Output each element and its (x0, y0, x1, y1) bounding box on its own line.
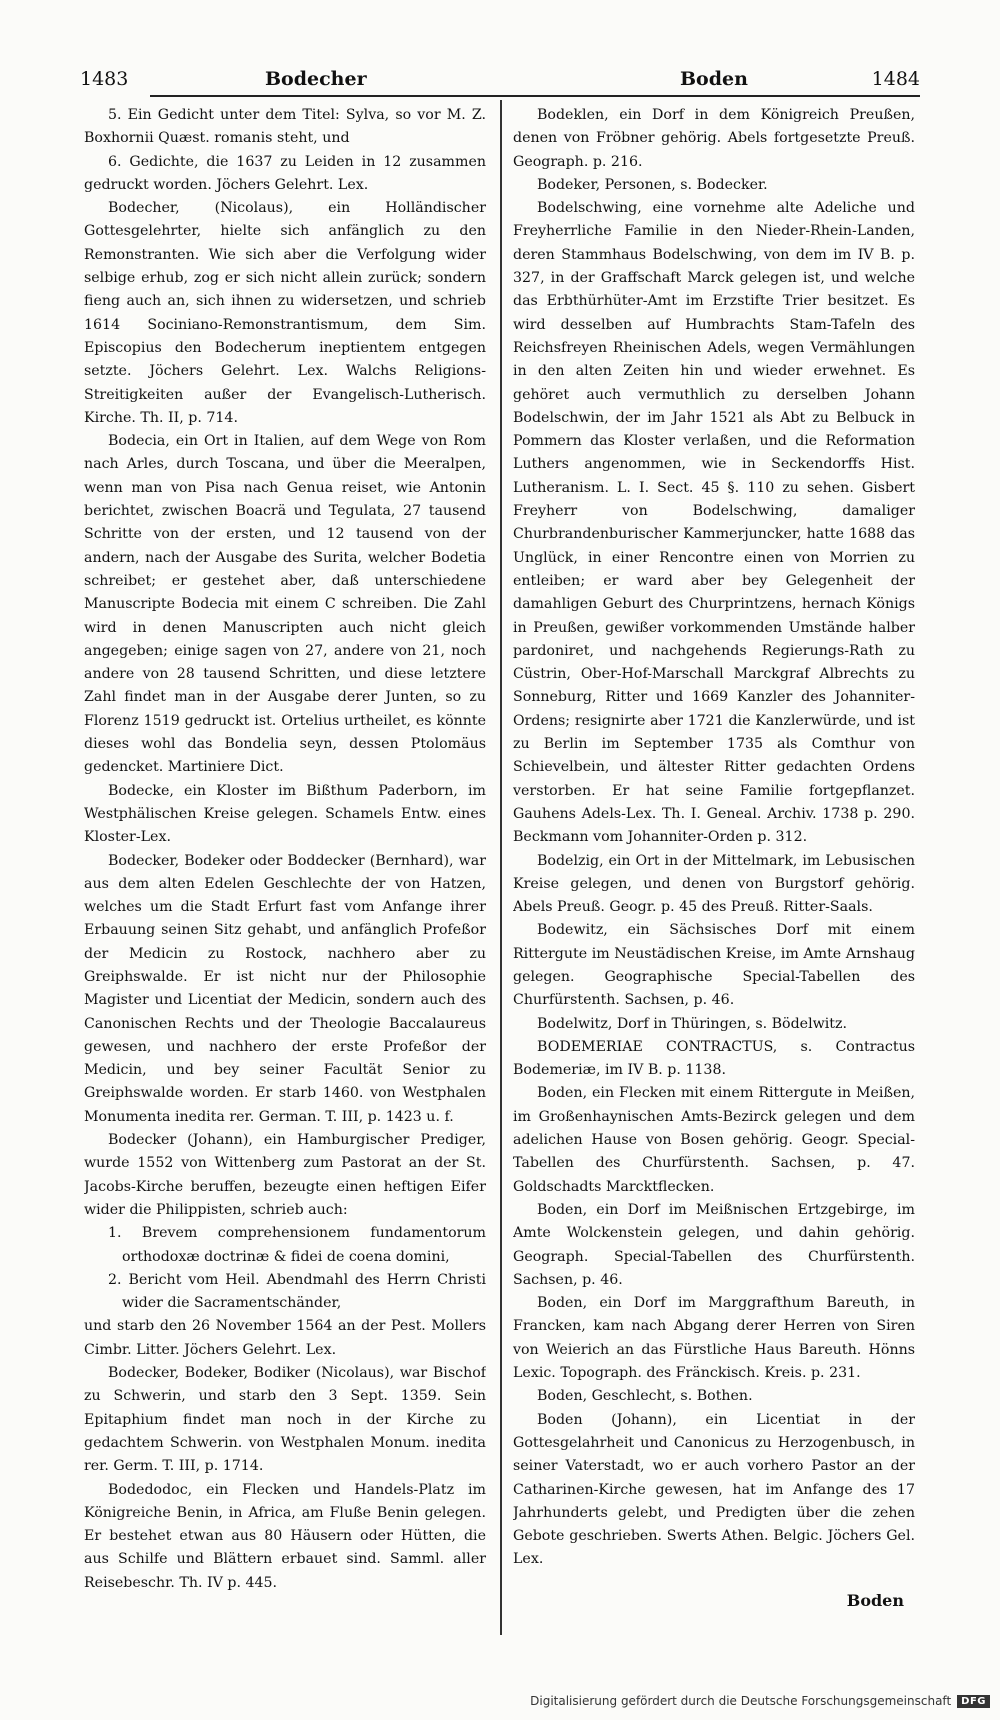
entry-paragraph: Boden, ein Dorf im Meißnischen Ertzgebirge, im Amte Wolckenstein gelegen, und dahin gehörig. Geograph. Special-Tabellen des Churfürstenth. Sachsen, p. 46. (513, 1201, 915, 1288)
entry-paragraph: Bodelzig, ein Ort in der Mittelmark, im Lebusischen Kreise gelegen, und denen von Burgstorf gehörig. Abels Preuß. Geogr. p. 45 des Preuß. Ritter-Saals. (513, 852, 915, 916)
entry-paragraph: Bodecia, ein Ort in Italien, auf dem Wege von Rom nach Arles, durch Toscana, und über die Meeralpen, wenn man von Pisa nach Genua reiset, wie Antonin berichtet, zwischen Boacrä und Tegulata, 27 tausend Schritte von der ersten, und 12 tausend von der andern, nach der Ausgabe des Surita, welcher Bodetia schreibet; er gestehet aber, daß unterschiedene Manuscripte Bodecia mit einem C schreiben. Die Zahl wird in denen Manuscripten auch nicht gleich angegeben; einige sagen von 27, andere von 21, noch andere von 28 tausend Schritten, und diese letztere Zahl findet man in der Ausgabe derer Junten, so zu Florenz 1519 gedruckt ist. Ortelius urtheilet, es könnte dieses wohl das Bondelia seyn, dessen Ptolomäus gedencket. Martiniere Dict. (84, 433, 486, 776)
entry-paragraph: Bodeker, Personen, s. Bodecker. (537, 176, 768, 193)
running-header (80, 68, 920, 96)
entry-paragraph: Boden, ein Flecken mit einem Rittergute in Meißen, im Großenhaynischen Amts-Bezirck gelegen und dem adelichen Hause von Bosen gehörig. Geogr. Special-Tabellen des Churfürstenth. Sachsen, p. 47. Goldschadts Marcktflecken. (513, 1085, 915, 1195)
entry-paragraph: Bodeklen, ein Dorf in dem Königreich Preußen, denen von Fröbner gehörig. Abels fortgesetzte Preuß. Geograph. p. 216. (513, 107, 915, 170)
entry-paragraph: Boden, ein Dorf im Marggrafthum Bareuth, in Francken, kam nach Abgang derer Herren von Siren von Weierich an das Fürstliche Haus Bareuth. Hönns Lexic. Topograph. des Fränckisch. Kreis. p. 231. (513, 1295, 915, 1382)
entry-paragraph: Bodecker, Bodeker, Bodiker (Nicolaus), war Bischof zu Schwerin, und starb den 3 Sept. 1359. Sein Epitaphium findet man noch in der Kirche zu gedachtem Schwerin. von Westphalen Monum. inedita rer. Germ. T. III, p. 1714. (84, 1365, 486, 1475)
entry-paragraph: Bodedodoc, ein Flecken und Handels-Platz im Königreiche Benin, in Africa, am Fluße Benin gelegen. Er bestehet etwan aus 80 Häusern oder Hütten, die aus Schilfe und Blättern erbauet sind. Samml. aller Reisebeschr. Th. IV p. 445. (84, 1481, 486, 1591)
left-column (84, 104, 486, 1644)
entry-paragraph: Boden (Johann), ein Licentiat in der Gottesgelahrheit und Canonicus zu Herzogenbusch, in seiner Vaterstadt, wo er auch vorhero Pastor an der Catharinen-Kirche gewesen, hat im Anfange des 17 Jahrhunderts gelebt, und Predigten über die zehen Gebote geschrieben. Swerts Athen. Belgic. Jöchers Gel. Lex. (513, 1411, 915, 1568)
header-keyword-left: Bodecher (265, 68, 367, 90)
entry-paragraph: Bodewitz, ein Sächsisches Dorf mit einem Rittergute im Neustädischen Kreise, im Amte Arnshaug gelegen. Geographische Special-Tabellen des Churfürstenth. Sachsen, p. 46. (513, 922, 915, 1009)
entry-paragraph: BODEMERIAE CONTRACTUS, s. Contractus Bodemeriæ, im IV B. p. 1138. (513, 1038, 915, 1079)
entry-paragraph: Bodecker (Johann), ein Hamburgischer Prediger, wurde 1552 von Wittenberg zum Pastorat an der St. Jacobs-Kirche beruffen, bezeugte einen heftigen Eifer wider die Philippisten, schrieb auch: (84, 1132, 486, 1218)
entry-paragraph: 5. Ein Gedicht unter dem Titel: Sylva, so vor M. Z. Boxhornii Quæst. romanis steht, und (84, 107, 486, 147)
funding-note: Digitalisierung gefördert durch die Deutsche Forschungsgemeinschaft (530, 1694, 952, 1708)
entry-paragraph: Bodecke, ein Kloster im Bißthum Paderborn, im Westphälischen Kreise gelegen. Schamels Entw. eines Kloster-Lex. (84, 782, 486, 846)
header-rule (150, 95, 920, 97)
catchword: Boden (846, 1591, 904, 1610)
entry-paragraph: Boden, Geschlecht, s. Bothen. (537, 1388, 753, 1405)
header-keyword-right: Boden (680, 68, 748, 90)
entry-paragraph: und starb den 26 November 1564 an der Pest. Mollers Cimbr. Litter. Jöchers Gelehrt. Lex. (84, 1318, 486, 1358)
dfg-logo: DFG (957, 1695, 990, 1708)
list-item: 2. Bericht vom Heil. Abendmahl des Herrn Christi wider die Sacramentschänder, (108, 1271, 486, 1312)
list-item: 1. Brevem comprehensionem fundamentorum orthodoxæ doctrinæ & fidei de coena domini, (108, 1225, 486, 1265)
entry-paragraph: Bodecher, (Nicolaus), ein Holländischer Gottesgelehrter, hielte sich anfänglich zu den Remonstranten. Wie sich aber die Verfolgung wider selbige erhub, zog er sich nicht allein zurück; sondern fieng auch an, sich ihnen zu widersetzen, und schrieb 1614 Sociniano-Remonstrantismum, dem Sim. Episcopius den Bodecherum ineptientem entgegen setzte. Jöchers Gelehrt. Lex. Walchs Religions-Streitigkeiten außer der Evangelisch-Lutherisch. Kirche. Th. II, p. 714. (84, 200, 486, 426)
entry-paragraph: Bodecker, Bodeker oder Boddecker (Bernhard), war aus dem alten Edelen Geschlechte der von Hatzen, welches um die Stadt Erfurt fast vom Anfange ihrer Erbauung seinen Sitz gehabt, und anfänglich Profeßor der Medicin zu Rostock, nachhero aber zu Greiphswalde. Er ist nicht nur der Philosophie Magister und Licentiat der Medicin, sondern auch des Canonischen Rechts und der Theologie Baccalaureus gewesen, und nachhero der erste Profeßor der Medicin, und bey seiner Facultät Senior zu Greiphswalde worden. Er starb 1460. von Westphalen Monumenta inedita rer. German. T. III, p. 1423 u. f. (84, 852, 486, 1125)
page-number-left: 1483 (80, 68, 129, 90)
column-divider (500, 100, 502, 1635)
page-number-right: 1484 (871, 68, 920, 90)
entry-paragraph: Bodelwitz, Dorf in Thüringen, s. Bödelwitz. (537, 1015, 847, 1032)
footer (530, 1694, 990, 1708)
right-column (513, 104, 915, 1594)
entry-paragraph: 6. Gedichte, die 1637 zu Leiden in 12 zusammen gedruckt worden. Jöchers Gelehrt. Lex. (84, 153, 486, 193)
entry-paragraph: Bodelschwing, eine vornehme alte Adeliche und Freyherrliche Familie in den Nieder-Rhein-Landen, deren Stammhaus Bodelschwing, von dem im IV B. p. 327, in der Graffschaft Marck gelegen ist, und welche das Erbthürhüter-Amt im Erzstifte Trier besitzet. Es wird desselben auf Humbrachts Stam-Tafeln des Reichsfreyen Rheinischen Adels, wegen Vermählungen in den alten Zeiten hin und wieder erwehnet. Es gehöret auch vermuthlich zu derselben Johann Bodelschwin, der im Jahr 1521 als Abt zu Belbuck in Pommern das Kloster verlaßen, und die Reformation Luthers angenommen, wie in Seckendorffs Hist. Lutheranism. L. I. Sect. 45 §. 110 zu sehen. Gisbert Freyherr von Bodelschwing, damaliger Churbrandenburischer Kammerjuncker, hatte 1688 das Unglück, in einer Rencontre einen von Morrien zu entleiben; er ward aber bey Gelegenheit der damahligen Geburt des Churprintzens, hernach Königs in Preußen, gewißer vorkommenden Umstände halber pardoniret, und nachgehends Regierungs-Rath zu Cüstrin, Ober-Hof-Marschall Marckgraf Albrechts zu Sonneburg, Ritter und 1669 Kanzler des Johanniter-Ordens; resignirte aber 1721 die Kanzlerwürde, und ist zu Berlin im September 1735 als Comthur von Schievelbein, und ältester Ritter gedachten Ordens verstorben. Er hat seine Familie fortgepflanzet. Gauhens Adels-Lex. Th. I. Geneal. Archiv. 1738 p. 290. Beckmann vom Johanniter-Orden p. 312. (513, 200, 915, 846)
